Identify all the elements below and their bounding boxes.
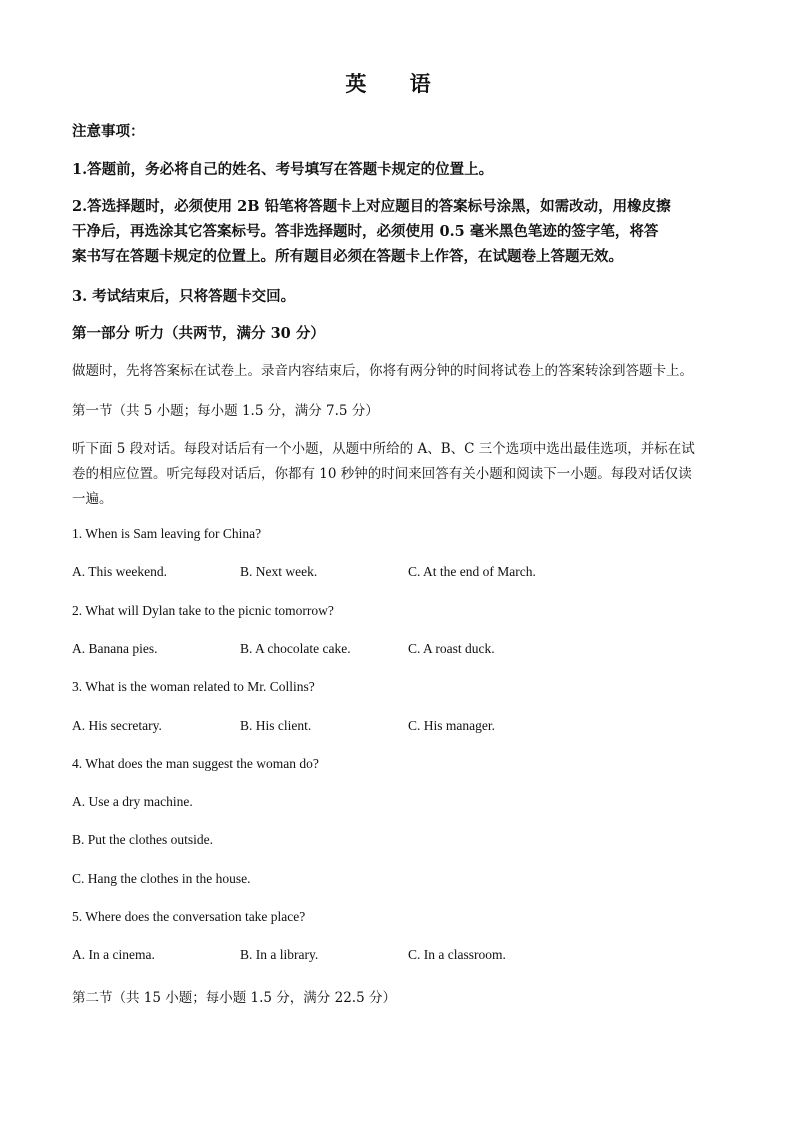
notice-item-2-line-3: 案书写在答题卡规定的位置上。所有题目必须在答题卡上作答，在试题卷上答题无效。: [72, 248, 623, 265]
notice-heading: 注意事项：: [72, 123, 145, 140]
section1-instruction-line-1: 听下面 5 段对话。每段对话后有一个小题，从题中所给的 A、B、C 三个选项中选出最佳选项，并标在试: [72, 441, 695, 457]
question-3: 3. What is the woman related to Mr. Collins?: [72, 679, 315, 694]
question-1-option-a: A. This weekend.: [72, 564, 167, 579]
part1-heading: 第一部分 听力（共两节，满分 30 分）: [72, 325, 325, 342]
question-2-option-a: A. Banana pies.: [72, 641, 158, 656]
question-5-option-b: B. In a library.: [240, 947, 319, 962]
question-2-option-b: B. A chocolate cake.: [240, 641, 351, 656]
question-5: 5. Where does the conversation take place?: [72, 909, 306, 924]
question-4-option-b: B. Put the clothes outside.: [72, 832, 213, 847]
notice-item-2-line-1: 2.答选择题时，必须使用 2B 铅笔将答题卡上对应题目的答案标号涂黑，如需改动，用橡皮擦: [72, 198, 671, 215]
section1-instruction-line-3: 一遍。: [72, 491, 113, 507]
notice-item-2-line-2: 干净后，再选涂其它答案标号。答非选择题时，必须使用 0.5 毫米黑色笔迹的签字笔，将答: [72, 223, 659, 240]
question-4-option-c: C. Hang the clothes in the house.: [72, 871, 251, 886]
question-3-option-a: A. His secretary.: [72, 718, 162, 733]
question-1: 1. When is Sam leaving for China?: [72, 526, 262, 541]
page-title: 英 语: [345, 71, 449, 96]
question-2-option-c: C. A roast duck.: [408, 641, 495, 656]
section2-heading: 第二节（共 15 小题；每小题 1.5 分，满分 22.5 分）: [72, 990, 396, 1006]
question-2: 2. What will Dylan take to the picnic tomorrow?: [72, 603, 334, 618]
question-1-option-b: B. Next week.: [240, 564, 318, 579]
question-5-option-a: A. In a cinema.: [72, 947, 155, 962]
section1-heading: 第一节（共 5 小题；每小题 1.5 分，满分 7.5 分）: [72, 403, 379, 419]
part1-instruction: 做题时，先将答案标在试卷上。录音内容结束后，你将有两分钟的时间将试卷上的答案转涂到答题卡上。: [72, 363, 693, 379]
question-3-option-c: C. His manager.: [408, 718, 495, 733]
notice-item-1: 1.答题前，务必将自己的姓名、考号填写在答题卡规定的位置上。: [72, 161, 494, 178]
question-4-option-a: A. Use a dry machine.: [72, 794, 193, 809]
section1-instruction-line-2: 卷的相应位置。听完每段对话后，你都有 10 秒钟的时间来回答有关小题和阅读下一小题。每段对话仅读: [72, 466, 692, 482]
question-5-option-c: C. In a classroom.: [408, 947, 506, 962]
question-3-option-b: B. His client.: [240, 718, 312, 733]
question-1-option-c: C. At the end of March.: [408, 564, 536, 579]
question-4: 4. What does the man suggest the woman do?: [72, 756, 319, 771]
notice-item-3: 3. 考试结束后，只将答题卡交回。: [72, 288, 296, 305]
